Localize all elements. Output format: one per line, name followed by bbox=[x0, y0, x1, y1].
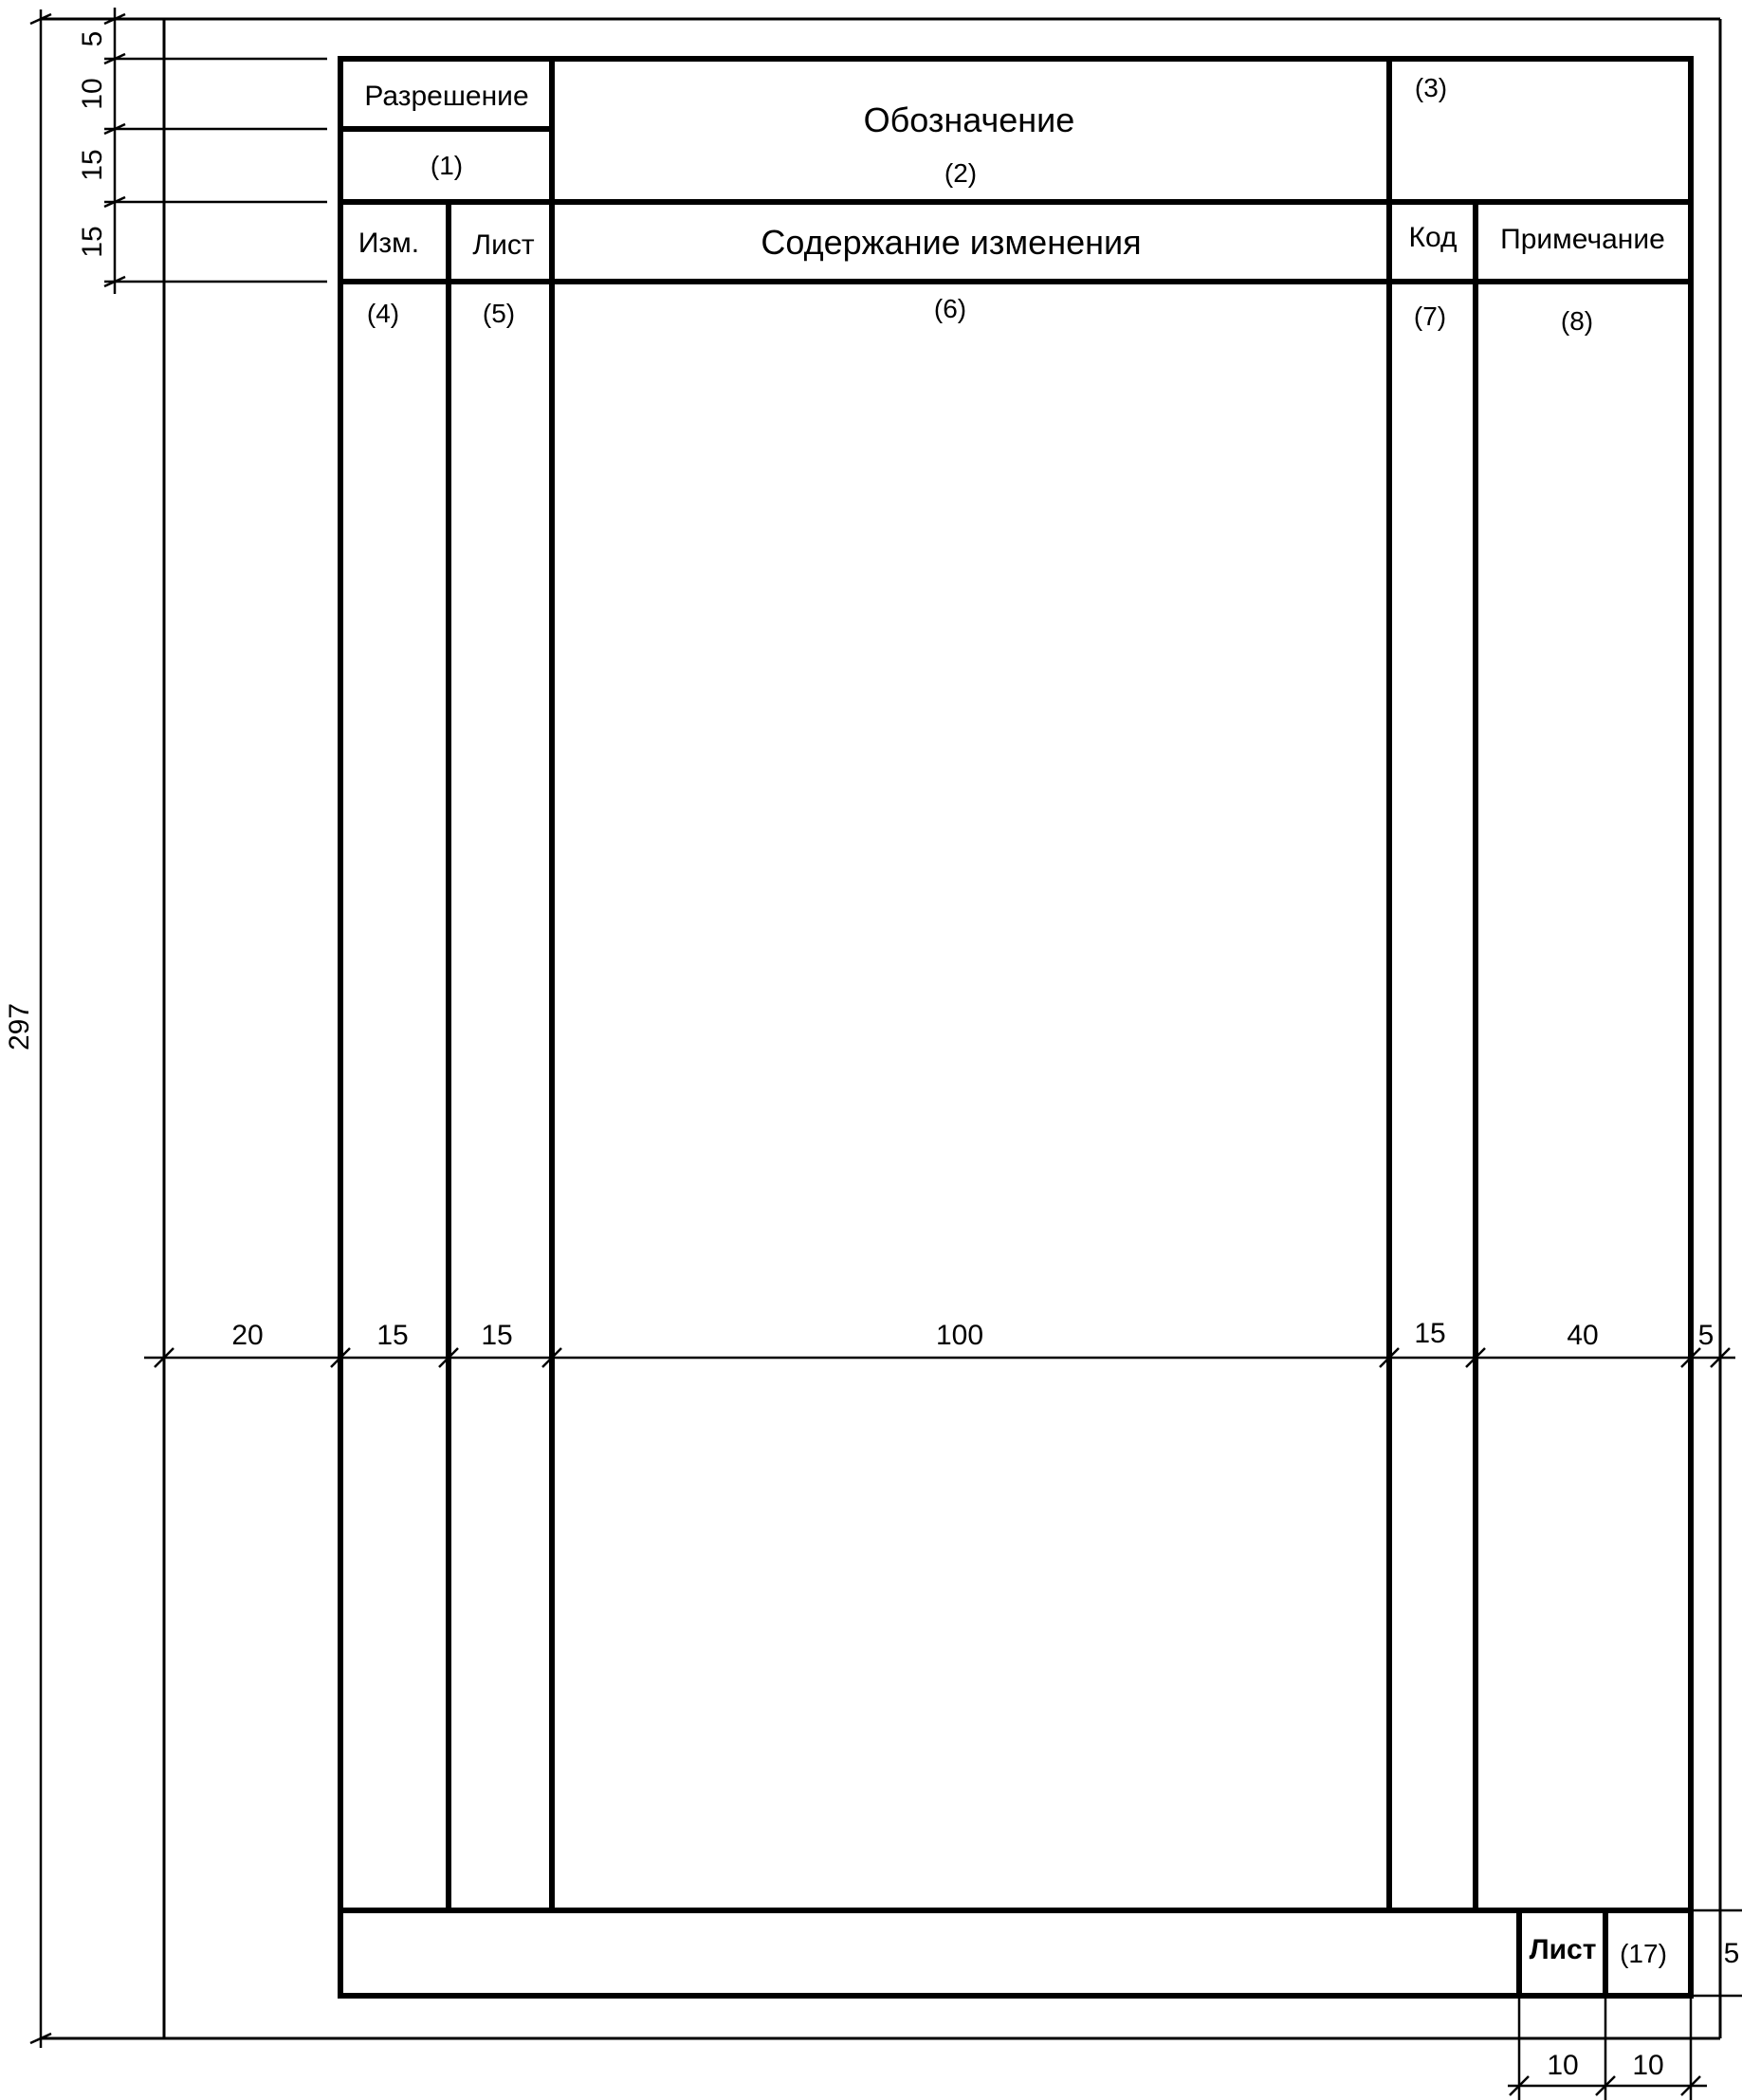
field-number-17: (17) bbox=[1620, 1939, 1667, 1968]
footer-col-1-width-value: 10 bbox=[1547, 2050, 1579, 2081]
form-frame bbox=[340, 59, 1691, 1996]
col-content-width-value: 100 bbox=[935, 1320, 984, 1351]
field-numbers bbox=[367, 73, 1667, 1968]
field-number-8: (8) bbox=[1560, 306, 1594, 336]
col-izm-width-value: 15 bbox=[376, 1320, 409, 1351]
col-note-width-value: 40 bbox=[1567, 1320, 1599, 1351]
row-2-height-value: 15 bbox=[77, 149, 108, 181]
field-number-6: (6) bbox=[933, 294, 967, 323]
top-margin-value: 5 bbox=[77, 30, 108, 47]
change-content-label: Содержание изменения bbox=[761, 223, 1142, 262]
field-number-7: (7) bbox=[1413, 301, 1447, 331]
field-number-1: (1) bbox=[430, 151, 464, 180]
footer-col-2-width-value: 10 bbox=[1632, 2050, 1664, 2081]
height-total-value: 297 bbox=[4, 1002, 35, 1051]
field-number-5: (5) bbox=[482, 299, 516, 328]
row-3-height-value: 15 bbox=[77, 226, 108, 258]
col-list-width-value: 15 bbox=[481, 1320, 513, 1351]
sheet-outline bbox=[41, 19, 1720, 2038]
footer-sheet-label: Лист bbox=[1529, 1934, 1597, 1965]
col-code-width-value: 15 bbox=[1414, 1318, 1446, 1349]
note-label: Примечание bbox=[1500, 224, 1665, 255]
field-number-2: (2) bbox=[944, 158, 978, 188]
field-number-3: (3) bbox=[1414, 73, 1448, 102]
frame-border bbox=[340, 59, 1691, 1996]
sheet-label: Лист bbox=[472, 229, 535, 261]
right-margin-value: 5 bbox=[1697, 1320, 1714, 1351]
permission-label: Разрешение bbox=[364, 81, 529, 112]
dimension-lines bbox=[30, 8, 1742, 2100]
change-number-label: Изм. bbox=[358, 228, 420, 259]
row-1-height-value: 10 bbox=[77, 78, 108, 110]
footer-height-value: 5 bbox=[1723, 1938, 1740, 1969]
field-number-4: (4) bbox=[366, 299, 400, 328]
code-label: Код bbox=[1408, 222, 1458, 253]
left-margin-value: 20 bbox=[231, 1320, 264, 1351]
dimension-values bbox=[4, 31, 1739, 2081]
designation-label: Обозначение bbox=[863, 100, 1075, 139]
